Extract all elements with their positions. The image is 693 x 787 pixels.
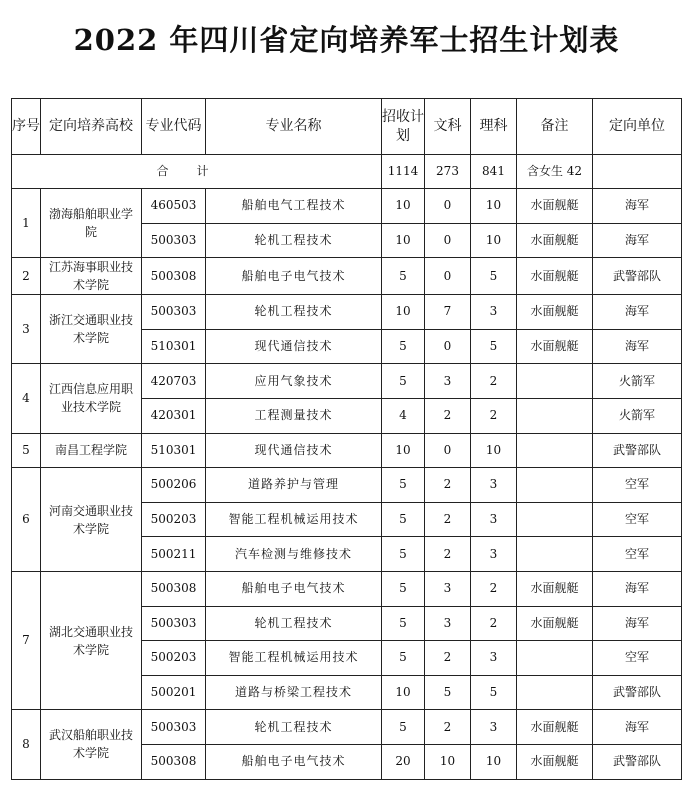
arts-cell: 10: [425, 744, 471, 779]
major-name-cell: 现代通信技术: [206, 433, 382, 468]
arts-cell: 3: [425, 606, 471, 641]
major-name-cell: 轮机工程技术: [206, 606, 382, 641]
arts-cell: 0: [425, 433, 471, 468]
science-cell: 10: [471, 189, 517, 224]
quota-cell: 20: [382, 744, 425, 779]
arts-cell: 2: [425, 502, 471, 537]
total-unit: [593, 155, 682, 189]
note-cell: [517, 502, 593, 537]
quota-cell: 10: [382, 223, 425, 258]
note-cell: [517, 398, 593, 433]
table-body: [12, 155, 682, 780]
note-cell: 水面舰艇: [517, 295, 593, 330]
table-row: [12, 571, 682, 606]
school-cell: 武汉船舶职业技术学院: [41, 710, 142, 779]
science-cell: 10: [471, 223, 517, 258]
major-code-cell: 500203: [142, 502, 206, 537]
major-name-cell: 道路养护与管理: [206, 468, 382, 503]
table-row: [12, 710, 682, 745]
unit-cell: 空军: [593, 641, 682, 676]
major-name-cell: 船舶电子电气技术: [206, 258, 382, 295]
school-cell: 河南交通职业技术学院: [41, 468, 142, 572]
arts-cell: 2: [425, 398, 471, 433]
quota-cell: 5: [382, 329, 425, 364]
unit-cell: 武警部队: [593, 433, 682, 468]
unit-cell: 海军: [593, 571, 682, 606]
seq-cell: 5: [12, 433, 41, 468]
major-code-cell: 500206: [142, 468, 206, 503]
science-cell: 3: [471, 295, 517, 330]
science-cell: 2: [471, 571, 517, 606]
quota-cell: 10: [382, 189, 425, 224]
major-name-cell: 船舶电气工程技术: [206, 189, 382, 224]
major-code-cell: 500201: [142, 675, 206, 710]
quota-cell: 5: [382, 606, 425, 641]
major-code-cell: 500303: [142, 223, 206, 258]
arts-cell: 0: [425, 189, 471, 224]
major-name-cell: 现代通信技术: [206, 329, 382, 364]
note-cell: 水面舰艇: [517, 571, 593, 606]
note-cell: 水面舰艇: [517, 710, 593, 745]
science-cell: 3: [471, 537, 517, 572]
quota-cell: 10: [382, 433, 425, 468]
total-quota: 1114: [382, 155, 425, 189]
quota-cell: 5: [382, 468, 425, 503]
school-cell: 南昌工程学院: [41, 433, 142, 468]
major-code-cell: 510301: [142, 433, 206, 468]
quota-cell: 5: [382, 258, 425, 295]
unit-cell: 海军: [593, 710, 682, 745]
note-cell: 水面舰艇: [517, 329, 593, 364]
school-cell: 江苏海事职业技术学院: [41, 258, 142, 295]
table-row: [12, 364, 682, 399]
note-cell: 水面舰艇: [517, 606, 593, 641]
header-major: 专业名称: [206, 99, 382, 155]
science-cell: 3: [471, 502, 517, 537]
arts-cell: 3: [425, 364, 471, 399]
major-name-cell: 船舶电子电气技术: [206, 571, 382, 606]
unit-cell: 海军: [593, 223, 682, 258]
unit-cell: 武警部队: [593, 258, 682, 295]
total-note: 含女生 42: [517, 155, 593, 189]
quota-cell: 4: [382, 398, 425, 433]
note-cell: 水面舰艇: [517, 189, 593, 224]
quota-cell: 5: [382, 502, 425, 537]
page-title: 2022 年四川省定向培养军士招生计划表: [73, 23, 620, 57]
major-code-cell: 500203: [142, 641, 206, 676]
arts-cell: 5: [425, 675, 471, 710]
arts-cell: 0: [425, 329, 471, 364]
header-note: 备注: [517, 99, 593, 155]
note-cell: 水面舰艇: [517, 223, 593, 258]
unit-cell: 海军: [593, 606, 682, 641]
header-quota: 招收计划: [382, 99, 425, 155]
header-code: 专业代码: [142, 99, 206, 155]
quota-cell: 10: [382, 295, 425, 330]
school-cell: 浙江交通职业技术学院: [41, 295, 142, 364]
science-cell: 5: [471, 258, 517, 295]
major-name-cell: 船舶电子电气技术: [206, 744, 382, 779]
note-cell: [517, 537, 593, 572]
major-code-cell: 500308: [142, 258, 206, 295]
enrollment-plan-table: [11, 98, 682, 780]
major-code-cell: 500308: [142, 571, 206, 606]
table-row: [12, 258, 682, 295]
arts-cell: 2: [425, 710, 471, 745]
table-row: [12, 189, 682, 224]
major-name-cell: 工程测量技术: [206, 398, 382, 433]
header-unit: 定向单位: [593, 99, 682, 155]
major-name-cell: 智能工程机械运用技术: [206, 502, 382, 537]
quota-cell: 5: [382, 364, 425, 399]
science-cell: 3: [471, 710, 517, 745]
science-cell: 5: [471, 675, 517, 710]
seq-cell: 4: [12, 364, 41, 433]
seq-cell: 2: [12, 258, 41, 295]
unit-cell: 武警部队: [593, 675, 682, 710]
school-cell: 江西信息应用职业技术学院: [41, 364, 142, 433]
unit-cell: 武警部队: [593, 744, 682, 779]
total-science: 841: [471, 155, 517, 189]
science-cell: 3: [471, 468, 517, 503]
unit-cell: 火箭军: [593, 398, 682, 433]
science-cell: 2: [471, 398, 517, 433]
major-name-cell: 轮机工程技术: [206, 295, 382, 330]
arts-cell: 2: [425, 468, 471, 503]
science-cell: 3: [471, 641, 517, 676]
seq-cell: 6: [12, 468, 41, 572]
science-cell: 5: [471, 329, 517, 364]
unit-cell: 空军: [593, 468, 682, 503]
header-science: 理科: [471, 99, 517, 155]
unit-cell: 海军: [593, 329, 682, 364]
arts-cell: 2: [425, 537, 471, 572]
note-cell: 水面舰艇: [517, 258, 593, 295]
school-cell: 渤海船舶职业学院: [41, 189, 142, 258]
major-code-cell: 420301: [142, 398, 206, 433]
header-arts: 文科: [425, 99, 471, 155]
major-code-cell: 500308: [142, 744, 206, 779]
quota-cell: 5: [382, 537, 425, 572]
header-school: 定向培养高校: [41, 99, 142, 155]
major-code-cell: 510301: [142, 329, 206, 364]
major-code-cell: 460503: [142, 189, 206, 224]
total-arts: 273: [425, 155, 471, 189]
table-row: [12, 468, 682, 503]
header-seq: 序号: [12, 99, 41, 155]
note-cell: [517, 675, 593, 710]
header-row: [12, 99, 682, 155]
quota-cell: 10: [382, 675, 425, 710]
major-code-cell: 500303: [142, 710, 206, 745]
science-cell: 2: [471, 364, 517, 399]
unit-cell: 空军: [593, 502, 682, 537]
note-cell: 水面舰艇: [517, 744, 593, 779]
total-label: 合计: [12, 155, 382, 189]
science-cell: 10: [471, 433, 517, 468]
science-cell: 10: [471, 744, 517, 779]
seq-cell: 3: [12, 295, 41, 364]
seq-cell: 8: [12, 710, 41, 779]
note-cell: [517, 641, 593, 676]
unit-cell: 火箭军: [593, 364, 682, 399]
note-cell: [517, 433, 593, 468]
science-cell: 2: [471, 606, 517, 641]
total-row: [12, 155, 682, 189]
table-row: [12, 295, 682, 330]
major-name-cell: 汽车检测与维修技术: [206, 537, 382, 572]
note-cell: [517, 468, 593, 503]
quota-cell: 5: [382, 571, 425, 606]
unit-cell: 海军: [593, 295, 682, 330]
unit-cell: 海军: [593, 189, 682, 224]
seq-cell: 1: [12, 189, 41, 258]
arts-cell: 0: [425, 258, 471, 295]
table-row: [12, 433, 682, 468]
major-name-cell: 轮机工程技术: [206, 223, 382, 258]
major-code-cell: 500303: [142, 295, 206, 330]
quota-cell: 5: [382, 710, 425, 745]
unit-cell: 空军: [593, 537, 682, 572]
quota-cell: 5: [382, 641, 425, 676]
major-name-cell: 道路与桥梁工程技术: [206, 675, 382, 710]
school-cell: 湖北交通职业技术学院: [41, 571, 142, 709]
major-code-cell: 500211: [142, 537, 206, 572]
major-name-cell: 轮机工程技术: [206, 710, 382, 745]
arts-cell: 0: [425, 223, 471, 258]
arts-cell: 2: [425, 641, 471, 676]
major-code-cell: 420703: [142, 364, 206, 399]
major-name-cell: 智能工程机械运用技术: [206, 641, 382, 676]
major-name-cell: 应用气象技术: [206, 364, 382, 399]
major-code-cell: 500303: [142, 606, 206, 641]
note-cell: [517, 364, 593, 399]
arts-cell: 3: [425, 571, 471, 606]
arts-cell: 7: [425, 295, 471, 330]
seq-cell: 7: [12, 571, 41, 709]
